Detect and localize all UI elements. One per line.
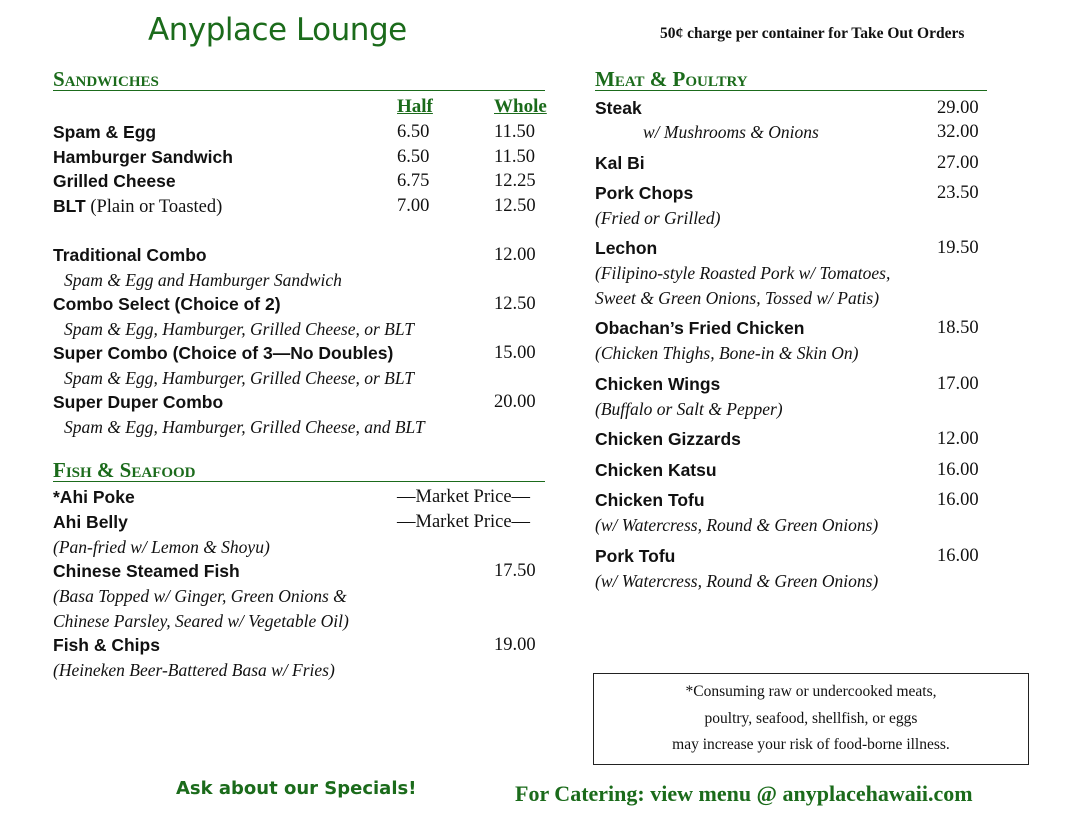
item-description: (Fried or Grilled)	[595, 208, 721, 228]
item-price: 18.50	[937, 318, 979, 338]
item-description: Spam & Egg, Hamburger, Grilled Cheese, or BLT	[64, 368, 414, 388]
item-description: (Filipino-style Roasted Pork w/ Tomatoes,	[595, 263, 891, 283]
item-description: (Buffalo or Salt & Pepper)	[595, 399, 783, 419]
menu-item	[595, 427, 741, 451]
menu-item	[595, 458, 717, 482]
menu-item	[53, 292, 281, 316]
item-price-half: 6.50	[397, 147, 430, 167]
restaurant-title: Anyplace Lounge	[148, 12, 407, 48]
item-description: Chinese Parsley, Seared w/ Vegetable Oil)	[53, 611, 349, 631]
item-price-whole: 11.50	[494, 122, 535, 142]
menu-item	[595, 488, 705, 512]
item-description: (Chicken Thighs, Bone-in & Skin On)	[595, 343, 859, 363]
section-heading-meat-poultry: Meat & Poultry	[595, 68, 987, 91]
item-price-half: 6.50	[397, 122, 430, 142]
menu-item	[53, 194, 222, 218]
menu-item	[53, 390, 223, 414]
item-description: Spam & Egg and Hamburger Sandwich	[64, 270, 342, 290]
item-name: Chicken Tofu	[595, 490, 705, 510]
item-description: (Basa Topped w/ Ginger, Green Onions &	[53, 586, 347, 606]
item-name: Ahi Belly	[53, 512, 128, 532]
item-price-half: 7.00	[397, 196, 430, 216]
item-name: Super Duper Combo	[53, 392, 224, 412]
item-price-half: 6.75	[397, 171, 430, 191]
catering-note: For Catering: view menu @ anyplacehawaii.com	[515, 781, 973, 806]
item-description: (w/ Watercress, Round & Green Onions)	[595, 515, 879, 535]
health-notice-line: *Consuming raw or undercooked meats,	[685, 683, 937, 700]
item-description: Spam & Egg, Hamburger, Grilled Cheese, or BLT	[64, 319, 414, 339]
item-price: 17.00	[937, 374, 979, 394]
item-price: 16.00	[937, 546, 979, 566]
item-price: 16.00	[937, 490, 979, 510]
menu-item	[53, 485, 135, 509]
item-name: Lechon	[595, 238, 658, 258]
menu-item	[595, 372, 720, 396]
menu-item	[53, 169, 176, 193]
item-price: 20.00	[494, 392, 536, 412]
item-name: Hamburger Sandwich	[53, 147, 233, 167]
item-price: 12.00	[494, 245, 536, 265]
column-header-whole: Whole	[494, 96, 547, 117]
item-name: Steak	[595, 98, 642, 118]
item-description: Spam & Egg, Hamburger, Grilled Cheese, and BLT	[64, 417, 425, 437]
section-heading-sandwiches: Sandwiches	[53, 68, 545, 91]
item-price: 12.50	[494, 294, 536, 314]
item-price: 23.50	[937, 183, 979, 203]
item-name: Super Combo (Choice of 3—No Doubles)	[53, 343, 394, 363]
item-name: BLT	[53, 196, 86, 216]
item-description: (Heineken Beer-Battered Basa w/ Fries)	[53, 660, 335, 680]
item-note: (Plain or Toasted)	[90, 197, 223, 217]
takeout-note: 50¢ charge per container for Take Out Orders	[660, 25, 965, 42]
menu-item	[53, 633, 160, 657]
item-name: Combo Select (Choice of 2)	[53, 294, 281, 314]
column-header-half: Half	[397, 96, 433, 117]
health-notice-box	[593, 673, 1029, 765]
item-price: 32.00	[937, 122, 979, 142]
specials-note: Ask about our Specials!	[176, 778, 417, 799]
item-name: Pork Chops	[595, 183, 694, 203]
item-name: Pork Tofu	[595, 546, 676, 566]
item-name: Chicken Gizzards	[595, 429, 741, 449]
item-price: —Market Price—	[397, 487, 531, 507]
item-price-whole: 12.25	[494, 171, 536, 191]
menu-item	[53, 341, 393, 365]
menu-item	[595, 316, 804, 340]
item-price: 15.00	[494, 343, 536, 363]
item-price: 27.00	[937, 153, 979, 173]
menu-item	[595, 544, 675, 568]
item-name: Grilled Cheese	[53, 171, 176, 191]
item-description: (Pan-fried w/ Lemon & Shoyu)	[53, 537, 270, 557]
item-description: Sweet & Green Onions, Tossed w/ Patis)	[595, 288, 880, 308]
item-name: Fish & Chips	[53, 635, 160, 655]
item-name: *Ahi Poke	[53, 487, 135, 507]
item-price: 16.00	[937, 460, 979, 480]
menu-item	[53, 145, 233, 169]
item-price: 19.00	[494, 635, 536, 655]
item-price-whole: 11.50	[494, 147, 535, 167]
menu-item	[595, 181, 693, 205]
item-name: Traditional Combo	[53, 245, 207, 265]
item-variant: w/ Mushrooms & Onions	[643, 122, 819, 142]
menu-item	[53, 120, 156, 144]
item-price-whole: 12.50	[494, 196, 536, 216]
health-notice-line: may increase your risk of food-borne illness.	[672, 736, 950, 753]
menu-item	[595, 151, 645, 175]
item-name: Spam & Egg	[53, 122, 157, 142]
item-price: 12.00	[937, 429, 979, 449]
menu-item	[53, 243, 207, 267]
menu-item	[53, 559, 240, 583]
item-name: Kal Bi	[595, 153, 645, 173]
item-price: 29.00	[937, 98, 979, 118]
section-heading-fish-seafood: Fish & Seafood	[53, 459, 545, 482]
health-notice-line: poultry, seafood, shellfish, or eggs	[704, 709, 918, 727]
item-name: Obachan’s Fried Chicken	[595, 318, 805, 338]
item-name: Chicken Wings	[595, 374, 721, 394]
menu-item	[53, 510, 128, 534]
item-name: Chinese Steamed Fish	[53, 561, 240, 581]
menu-item	[595, 236, 657, 260]
item-price: —Market Price—	[397, 512, 531, 532]
item-price: 19.50	[937, 238, 979, 258]
item-description: (w/ Watercress, Round & Green Onions)	[595, 571, 879, 591]
menu-item	[595, 96, 642, 120]
item-price: 17.50	[494, 561, 536, 581]
item-name: Chicken Katsu	[595, 460, 717, 480]
